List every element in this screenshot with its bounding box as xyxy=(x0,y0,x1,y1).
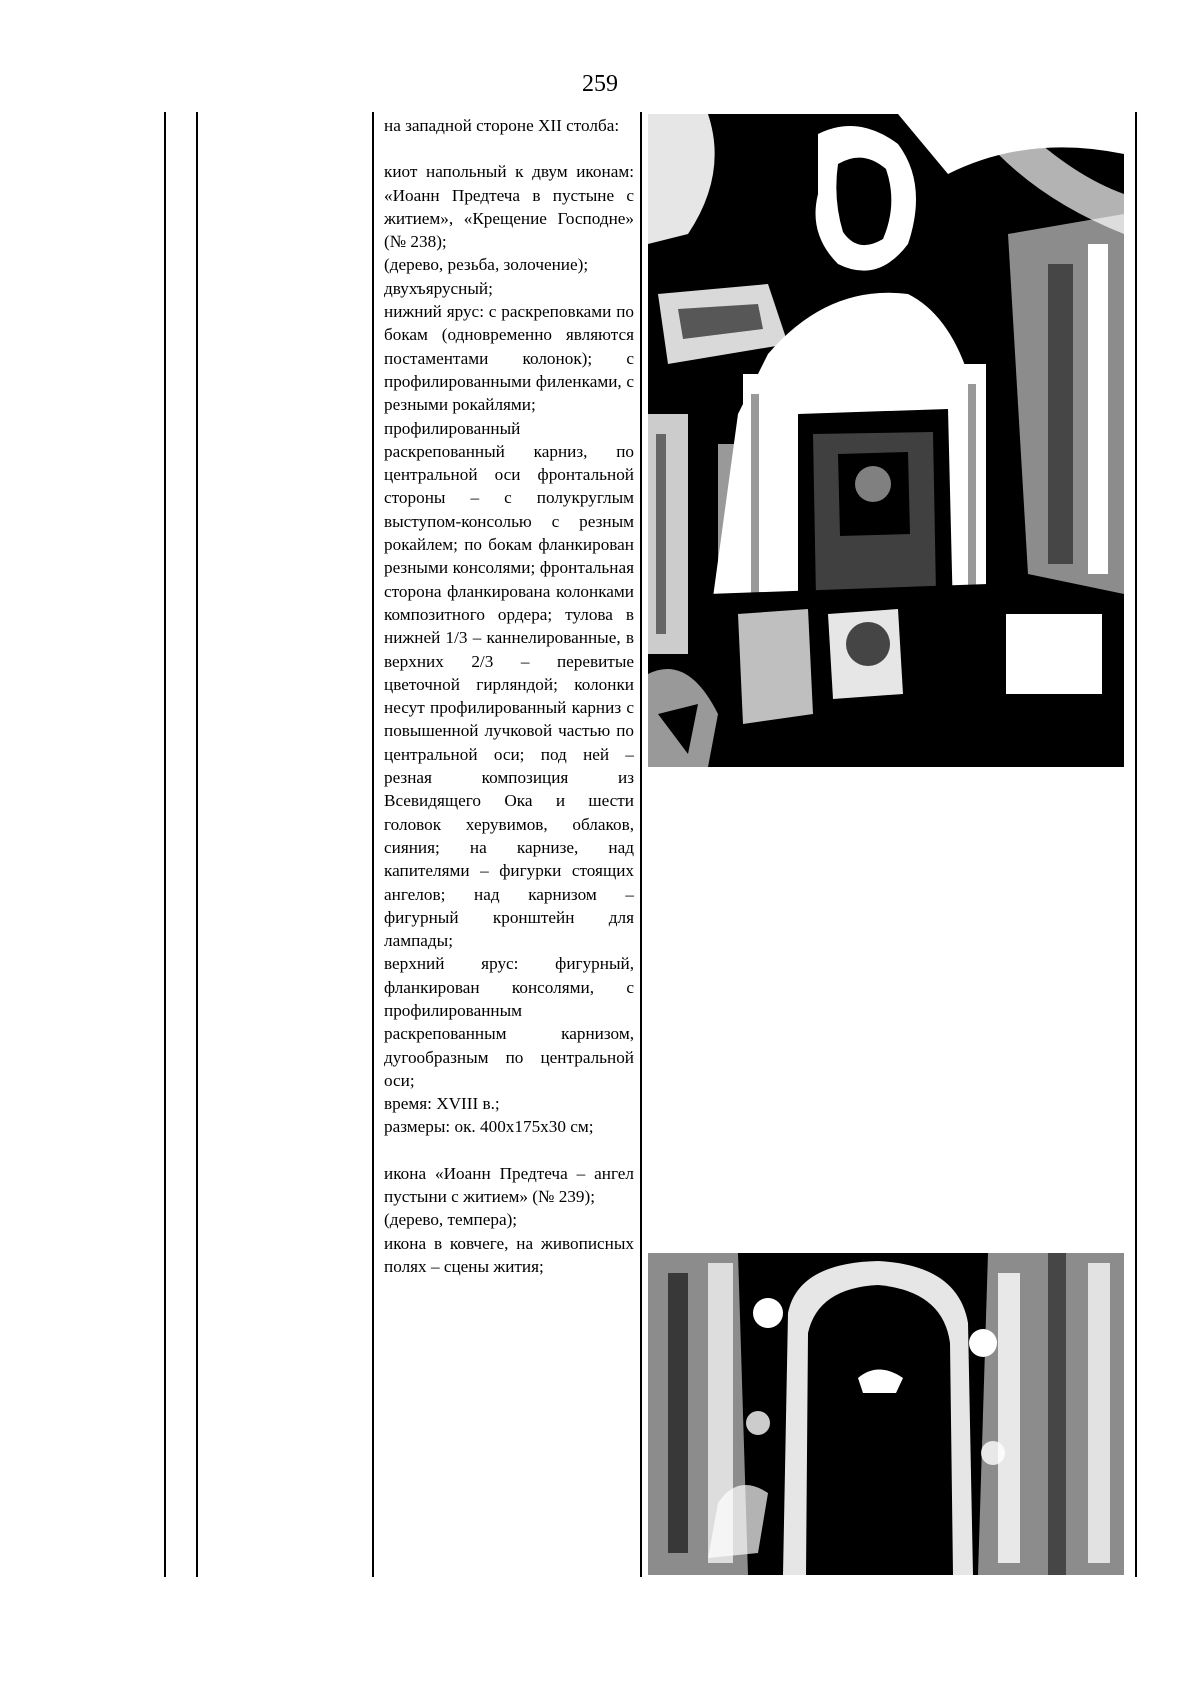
kiot-line: время: XVIII в.; xyxy=(384,1094,500,1114)
table-border-right xyxy=(1135,112,1137,1577)
description-column xyxy=(384,114,634,1278)
table-divider-text-right xyxy=(640,112,642,1577)
kiot-line: нижний ярус: с раскреповками по бокам (одновременно являются постаментами колонок); с профилированными филенками, с резными рокайлями; xyxy=(384,302,634,415)
kiot-line: верхний ярус: фигурный, фланкирован консолями, с профилированным раскрепованным карнизом, дугообразным по центральной оси; xyxy=(384,954,634,1090)
table-border-left-outer xyxy=(164,112,166,1577)
location-text: на западной стороне XII столба: xyxy=(384,116,620,135)
icon-line: икона в ковчеге, на живописных полях – сцены жития; xyxy=(384,1233,634,1276)
table-border-left-inner xyxy=(196,112,198,1577)
kiot-line: двухъярусный; xyxy=(384,278,493,298)
kiot-line: размеры: ок. 400х175х30 см; xyxy=(384,1117,594,1137)
icon-line: (дерево, темпера); xyxy=(384,1210,518,1230)
table-divider-text-left xyxy=(372,112,374,1577)
page-number: 259 xyxy=(582,71,618,97)
kiot-line: профилированный раскрепованный карниз, по центральной оси фронтальной стороны – с полукруглым выступом-консолью с резным рокайлем; по бокам фланкирован резными консолями; фронтальная сторона фланкирована колонками композитного ордера; тулова в нижней 1/3 – каннелированные, в верхних 2/3 – перевитые цветочной гирляндой; колонки несут профилированный карниз с повышенной лучковой частью по центральной оси; под ней – резная композиция из Всевидящего Ока и шести головок херувимов, облаков, сияния; на карнизе, над капителями – фигурки стоящих ангелов; над карнизом – фигурный кронштейн для лампады; xyxy=(384,418,634,951)
kiot-photo xyxy=(648,114,1124,767)
kiot-line: киот напольный к двум иконам: «Иоанн Предтеча в пустыне с житием», «Крещение Господне» (№ 238); xyxy=(384,162,634,252)
icon-photo xyxy=(648,1253,1124,1575)
kiot-line: (дерево, резьба, золочение); xyxy=(384,255,589,275)
icon-line: икона «Иоанн Предтеча – ангел пустыни с житием» (№ 239); xyxy=(384,1163,634,1207)
